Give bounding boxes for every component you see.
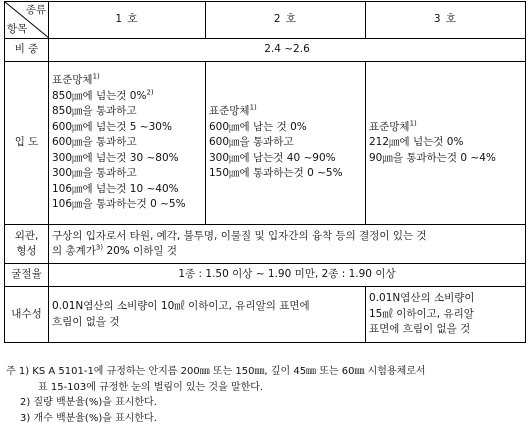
grain-row: [5, 62, 526, 225]
grain-col-3: [366, 62, 526, 225]
grain-col1-line: 300㎛에 넘는것 30 ~80%: [52, 151, 179, 164]
grain-col1-line: 106㎛에 넘는것 10 ~40%: [52, 182, 179, 195]
footnote-mark: 1): [249, 103, 257, 112]
grain-label: 입 도: [5, 62, 49, 225]
shape-text-line: 구상의 입자로서 타원, 예각, 불투명, 이물질 및 입자간의 융착 등의 결정이 있는 것: [52, 229, 427, 242]
grain-col2-line: 600㎛에 남는 것 0%: [209, 120, 307, 133]
shape-label-line: 외관,: [14, 229, 39, 242]
column-header-2: 2 호: [206, 2, 366, 39]
grain-col1-line: 850㎛을 통과하고: [52, 105, 137, 118]
grain-col2-line: 600㎛을 통과하고: [209, 136, 294, 149]
footnote-1-line-1: 주 1) KS A 5101-1에 규정하는 안지름 200㎜ 또는 150㎜, 깊이 45㎜ 또는 60㎜ 시험용체로서: [6, 366, 426, 377]
shape-text-part: 의 총계가: [52, 245, 96, 257]
footnote-1-line-2: 표 15-103에 규정한 눈의 벌림이 있는 것을 말한다.: [38, 381, 264, 393]
water-col12-line: 흐림이 없을 것: [52, 315, 120, 328]
footnote-mark: 3): [95, 243, 104, 252]
shape-text-part: 20% 이하일 것: [103, 245, 178, 257]
grain-col3-line: 90㎛을 통과하는것 0 ~4%: [369, 151, 496, 164]
grain-col1-line: [52, 73, 202, 89]
density-row: [5, 39, 526, 62]
shape-text-line: [52, 244, 522, 260]
corner-bottom-label: 항목: [7, 22, 28, 35]
grain-col1-text: 850㎛에 넘는것 0%: [52, 89, 147, 102]
footnote-mark: 2): [146, 88, 154, 97]
column-header-1: 1 호: [49, 2, 206, 39]
footnotes: [6, 364, 526, 426]
grain-col3-line: [369, 120, 522, 136]
grain-col1-line: 300㎛을 통과하고: [52, 167, 137, 180]
water-col3-line: 0.01N염산의 소비량이: [369, 292, 475, 305]
grain-col2-line: 300㎛에 남는것 40 ~90%: [209, 151, 336, 164]
grain-col2-line: 150㎛에 통과하는것 0 ~5%: [209, 167, 343, 180]
footnote-mark: 1): [409, 119, 417, 128]
refraction-row: [5, 264, 526, 287]
corner-top-label: 종류: [25, 4, 46, 16]
water-col3-line: 표면에 흐림이 없을 것: [369, 323, 471, 336]
footnote-mark: 1): [92, 72, 100, 81]
footnote-3: 3) 개수 백분율(%)을 표시한다.: [20, 412, 157, 424]
header-row: [5, 2, 526, 39]
grain-col3-text: 표준망체: [369, 120, 410, 133]
shape-row: [5, 225, 526, 264]
water-col3-line: 15㎖ 이하이고, 유리알: [369, 307, 474, 320]
water-col3: [366, 287, 526, 343]
shape-text: [49, 225, 526, 264]
water-label: 내수성: [5, 287, 49, 343]
shape-label: [5, 225, 49, 264]
refraction-value: 1종 : 1.50 이상 ~ 1.90 미만, 2종 : 1.90 이상: [49, 264, 526, 287]
density-label: 비 중: [5, 39, 49, 62]
water-col12: [49, 287, 366, 343]
water-row: [5, 287, 526, 343]
shape-label-line: 형성: [16, 245, 37, 257]
spec-table: [4, 1, 526, 343]
grain-col-1: [49, 62, 206, 225]
grain-col2-text: 표준망체: [209, 105, 250, 118]
grain-col1-line: 600㎛에 넘는것 5 ~30%: [52, 120, 172, 133]
refraction-label: 굴절율: [5, 264, 49, 287]
grain-col1-line: 106㎛을 통과하는것 0 ~5%: [52, 198, 186, 211]
grain-col1-line: [52, 89, 202, 105]
grain-col3-line: 212㎛에 넘는것 0%: [369, 136, 464, 149]
grain-col1-line: 600㎛을 통과하고: [52, 136, 137, 149]
footnote-2: 2) 질량 백분율(%)을 표시한다.: [20, 397, 157, 408]
water-col12-line: 0.01N염산의 소비량이 10㎖ 이하이고, 유리알의 표면에: [52, 300, 310, 312]
column-header-3: 3 호: [366, 2, 526, 39]
grain-col2-line: [209, 104, 362, 120]
grain-col1-text: 표준망체: [52, 74, 93, 87]
corner-cell: [5, 2, 49, 39]
density-value: 2.4 ~2.6: [49, 39, 526, 62]
grain-col-2: [206, 62, 366, 225]
